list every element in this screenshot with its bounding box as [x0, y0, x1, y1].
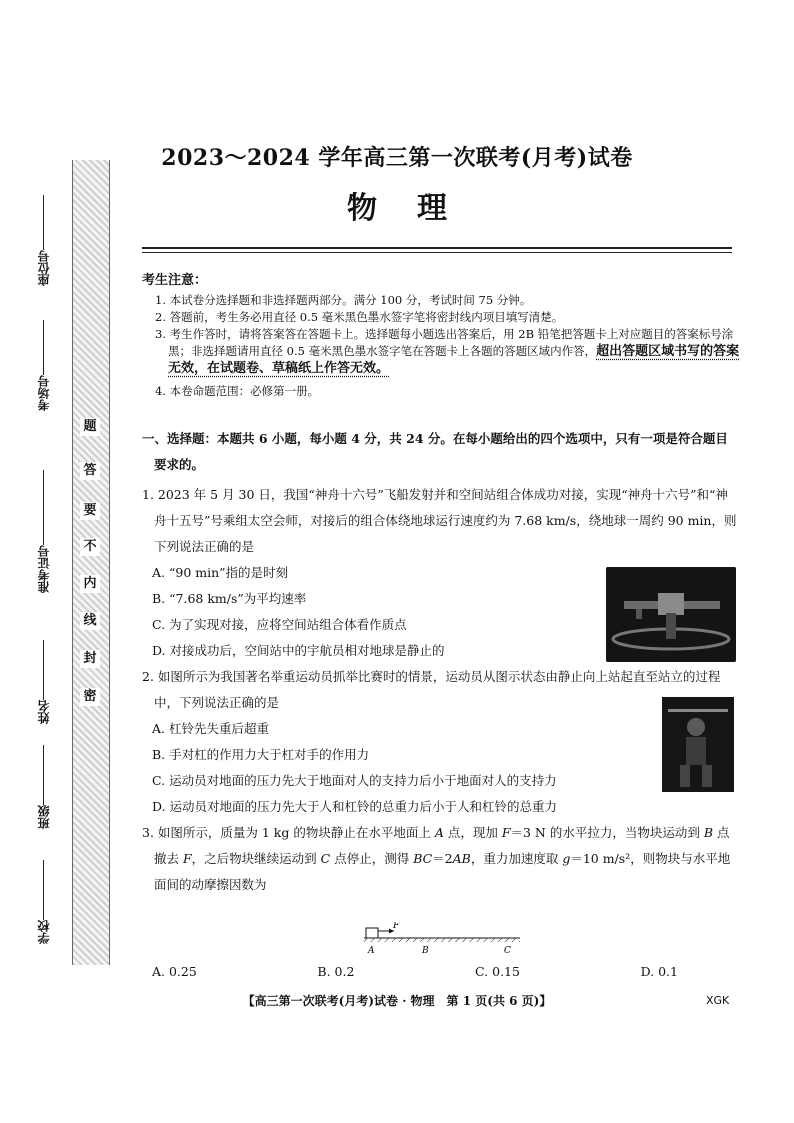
label-B: B [422, 946, 429, 956]
header-rule [142, 252, 732, 253]
seal-char: 封 [80, 650, 100, 668]
notice-title: 考生注意： [142, 273, 208, 288]
class-label: 班级 [36, 805, 51, 829]
notice-item [142, 326, 742, 377]
weightlifter-image [662, 697, 734, 792]
exam-room-label: 考场号 [36, 375, 51, 411]
exam-room-field [28, 320, 58, 411]
seat-number-label: 座位号 [36, 250, 51, 286]
weightlifter-photo [662, 697, 734, 792]
seal-char: 答 [80, 462, 100, 480]
question-content [142, 426, 738, 898]
question-2-option: C. 运动员对地面的压力先大于地面对人的支持力后小于地面对人的支持力 [152, 773, 557, 788]
q3-var: A [434, 825, 444, 840]
question-3-option: A. 0.25 [152, 964, 197, 979]
seal-char: 不 [80, 538, 100, 556]
question-2-option: D. 运动员对地面的压力先大于人和杠铃的总重力后小于人和杠铃的总重力 [152, 799, 558, 814]
question-1-option: A. “90 min”指的是时刻 [152, 565, 289, 580]
question-1-option: C. 为了实现对接，应将空间站组合体看作质点 [152, 617, 407, 632]
school-label: 学校 [36, 920, 51, 944]
seal-char: 线 [80, 612, 100, 630]
seal-char: 内 [80, 575, 100, 593]
q3-var: BC [413, 851, 433, 866]
school-field [28, 860, 58, 944]
spacecraft-image [606, 567, 736, 662]
q3-text: ＝10 m/s²，则物块与水平地面间的动摩擦因数为 [154, 851, 731, 892]
question-2-option: B. 手对杠的作用力大于杠对手的作用力 [152, 747, 370, 762]
question-2-stem: 2. 如图所示为我国著名举重运动员抓举比赛时的情景，运动员从图示状态由静止向上站起直至站立的过程中，下列说法正确的是 [142, 669, 721, 710]
page-footer: 【高三第一次联考(月考)试卷 · 物理 第 1 页(共 6 页)】 [242, 994, 552, 1008]
q3-text: 3. 如图所示，质量为 1 kg 的物块静止在水平地面上 [142, 825, 435, 840]
notice-emphasis: 超出答题区域书写的答案无效，在试题卷、草稿纸上作答无效。 [168, 344, 740, 376]
question-3-option: B. 0.2 [317, 964, 355, 979]
q3-text: ，重力加速度取 [470, 851, 563, 866]
question-2-option: A. 杠铃先失重后超重 [152, 721, 269, 736]
q3-var: F [501, 825, 511, 840]
question-3-stem [142, 820, 738, 898]
q3-var: F [182, 851, 192, 866]
question-1-option: B. “7.68 km/s”为平均速率 [152, 591, 307, 606]
q3-text: 点，现加 [443, 825, 502, 840]
subject-title: 物理 [347, 191, 487, 226]
binding-strip [72, 160, 110, 965]
footer-code: XGK [706, 994, 730, 1007]
notice-item-text: 3. 考生作答时，请将答案答在答题卡上。选择题每小题选出答案后，用 2B 铅笔把答题卡上对应题目的答案标号涂黑；非选择题请用直径 0.5 毫米黑色墨水签字笔在答题卡上各题的答题区域内作答， [155, 327, 734, 358]
question-1-stem: 1. 2023 年 5 月 30 日，我国“神舟十六号”飞船发射并和空间站组合体成功对接，实现“神舟十六号”和“神舟十五号”号乘组太空会师，对接后的组合体绕地球运行速度约为 7.68 km/s，绕地球一周约 90 min，则下列说法正确的是 [142, 487, 737, 554]
label-A: A [368, 946, 375, 956]
label-F: F [393, 922, 400, 931]
name-field [28, 640, 58, 724]
q3-var: C [320, 851, 331, 866]
section-title: 一、选择题：本题共 6 小题，每小题 4 分，共 24 分。在每小题给出的四个选项中，只有一项是符合题目要求的。 [142, 431, 728, 472]
admission-number-field [28, 470, 58, 593]
seal-char: 要 [80, 502, 100, 520]
q3-text: ，之后物块继续运动到 [191, 851, 321, 866]
spacecraft-photo [606, 567, 736, 662]
q3-text: ＝3 N 的水平拉力，当物块运动到 [510, 825, 704, 840]
header-rule [142, 247, 732, 249]
name-label: 姓名 [36, 700, 51, 724]
question-3-option: C. 0.15 [475, 964, 520, 979]
block-shape [366, 928, 378, 938]
seal-char: 密 [80, 688, 100, 706]
notice-box [142, 272, 742, 400]
question-3-option: D. 0.1 [640, 964, 678, 979]
seal-char: 题 [80, 418, 100, 436]
q3-var: B [703, 825, 713, 840]
q3-text: ＝2 [432, 851, 453, 866]
q3-text: 点撤去 [154, 825, 730, 866]
question-3-options [142, 962, 738, 979]
notice-item: 1. 本试卷分选择题和非选择题两部分。满分 100 分，考试时间 75 分钟。 [155, 293, 532, 307]
class-field [28, 745, 58, 829]
exam-title: 2023～2024 学年高三第一次联考(月考)试卷 [161, 145, 633, 171]
q3-diagram [362, 922, 522, 962]
notice-item: 2. 答题前，考生务必用直径 0.5 毫米黑色墨水签字笔将密封线内项目填写清楚。 [155, 310, 564, 324]
q3-text: 点停止，测得 [330, 851, 414, 866]
label-C: C [504, 946, 511, 956]
question-1-option: D. 对接成功后，空间站中的宇航员相对地球是静止的 [152, 643, 445, 658]
notice-item: 4. 本卷命题范围：必修第一册。 [155, 384, 320, 398]
admission-number-label: 准考证号 [36, 545, 51, 593]
q3-var: AB [452, 851, 471, 866]
q3-var: g [562, 851, 571, 866]
friction-diagram [362, 922, 522, 962]
